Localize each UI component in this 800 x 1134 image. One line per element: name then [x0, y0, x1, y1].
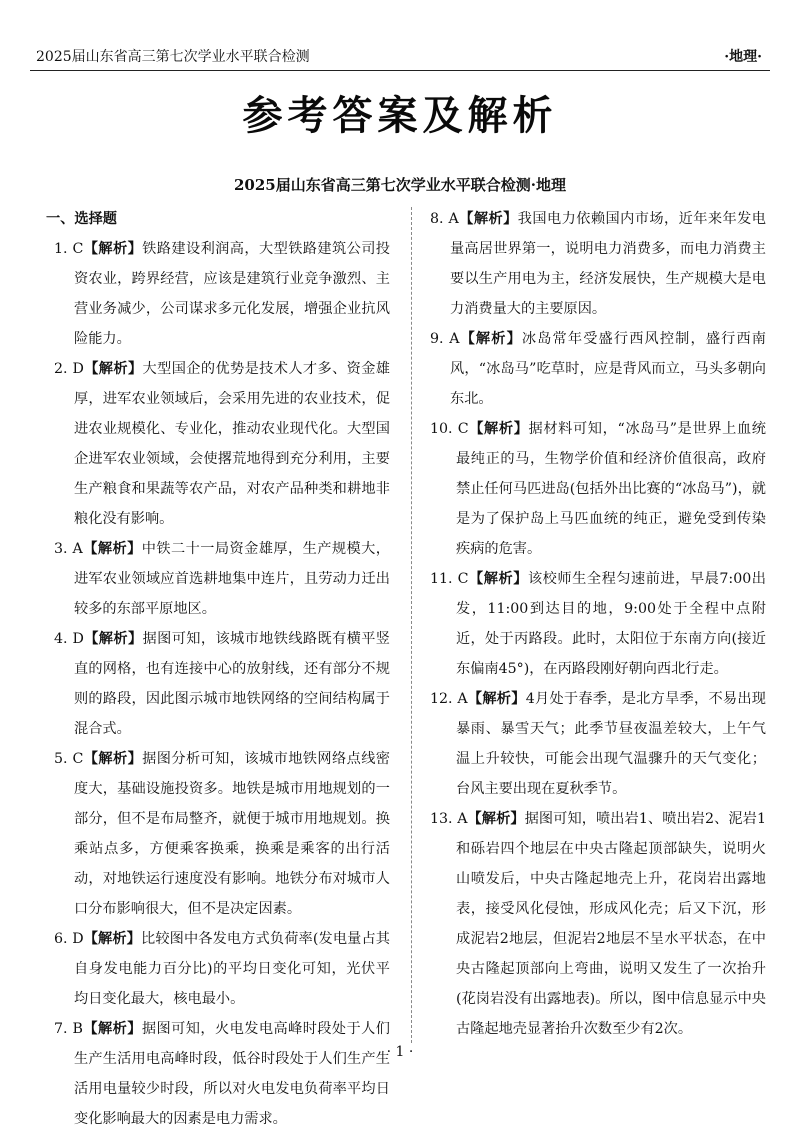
- question-4: [54, 624, 390, 744]
- analysis-text: 据材料可知，“冰岛马”是世界上血统最纯正的马，生物学价值和经济价值很高，政府禁止任何马匹进岛(包括外出比赛的“冰岛马”)，就是为了保护岛上马匹血统的纯正，避免受到传染疾病的危害。: [456, 421, 766, 557]
- analysis-tag: 【解析】: [459, 331, 522, 347]
- question-number: 12.: [430, 691, 453, 707]
- question-number: 6.: [54, 931, 68, 947]
- analysis-tag: 【解析】: [82, 541, 142, 557]
- answer-letter: C: [72, 241, 84, 257]
- analysis-text: 比较图中各发电方式负荷率(发电量占其自身发电能力百分比)的平均日变化可知，光伏平均日变化最大，核电最小。: [74, 931, 390, 1007]
- answer-letter: A: [449, 331, 460, 347]
- question-11: [430, 564, 766, 684]
- answer-letter: A: [72, 541, 83, 557]
- analysis-text: 据图分析可知，该城市地铁网络点线密度大，基础设施投资多。地铁是城市用地规划的一部分，但不是布局整齐，就便于城市用地规划。换乘站点多，方便乘客换乘，换乘是乘客的出行活动，对地铁运行速度没有影响。地铁分布对城市人口分布影响很大，但不是决定因素。: [74, 751, 390, 917]
- question-5: [54, 744, 390, 924]
- question-8: [430, 204, 766, 324]
- analysis-tag: 【解析】: [83, 631, 143, 647]
- analysis-text: 中铁二十一局资金雄厚，生产规模大，进军农业领域应首选耕地集中连片，且劳动力迁出较多的东部平原地区。: [74, 541, 390, 617]
- question-6: [54, 924, 390, 1014]
- answer-letter: C: [457, 571, 469, 587]
- page-subtitle: 2025届山东省高三第七次学业水平联合检测·地理: [234, 176, 566, 194]
- question-number: 8.: [430, 211, 444, 227]
- analysis-text: 据图可知，火电发电高峰时段处于人们生产生活用电高峰时段，低谷时段处于人们生产生活用电量较少时段，所以对火电发电负荷率平均日变化影响最大的因素是电力需求。: [74, 1021, 390, 1127]
- question-number: 7.: [54, 1021, 68, 1037]
- answer-letter: D: [72, 631, 84, 647]
- analysis-text: 铁路建设利润高，大型铁路建筑公司投资农业，跨界经营，应该是建筑行业竞争激烈、主营业务减少，公司谋求多元化发展，增强企业抗风险能力。: [74, 241, 390, 347]
- question-12: [430, 684, 766, 804]
- answer-letter: B: [72, 1021, 83, 1037]
- answer-letter: C: [457, 421, 469, 437]
- analysis-tag: 【解析】: [83, 361, 143, 377]
- question-3: [54, 534, 390, 624]
- analysis-text: 4月处于春季，是北方旱季，不易出现暴雨、暴雪天气；此季节昼夜温差较大，上午气温上升较快，可能会出现气温骤升的天气变化；台风主要出现在夏秋季节。: [456, 691, 766, 797]
- page-header: [30, 40, 770, 71]
- question-number: 4.: [54, 631, 68, 647]
- question-number: 10.: [430, 421, 453, 437]
- section-title: 一、选择题: [46, 211, 117, 227]
- analysis-tag: 【解析】: [458, 211, 518, 227]
- answer-letter: D: [72, 931, 84, 947]
- analysis-tag: 【解析】: [468, 421, 529, 437]
- question-7: [54, 1014, 390, 1134]
- analysis-text: 该校师生全程匀速前进，早晨7:00出发，11:00到达目的地，9:00处于全程中点附近，处于丙路段。此时，太阳位于东南方向(接近东偏南45°)，在丙路段刚好朝向西北行走。: [456, 571, 766, 677]
- question-number: 13.: [430, 811, 453, 827]
- answer-letter: A: [457, 811, 468, 827]
- analysis-text: 据图可知，喷出岩1、喷出岩2、泥岩1和砾岩四个地层在中央古隆起顶部缺失，说明火山喷发后，中央古隆起地壳上升，花岗岩出露地表，接受风化侵蚀，形成风化壳；后又下沉，形成泥岩2地层，但泥岩2地层不呈水平状态，在中央古隆起顶部向上弯曲，说明又发生了一次抬升(花岗岩没有出露地表)。所以，图中信息显示中央古隆起地壳显著抬升次数至少有2次。: [456, 811, 766, 1037]
- answer-letter: A: [448, 211, 459, 227]
- analysis-text: 大型国企的优势是技术人才多、资金雄厚，进军农业领域后，会采用先进的农业技术，促进农业规模化、专业化，推动农业现代化。大型国企进军农业领域，会使撂荒地得到充分利用，主要生产粮食和果蔬等农产品，对农产品种类和耕地非粮化没有影响。: [74, 361, 390, 527]
- page-number: · 1 ·: [386, 1044, 414, 1060]
- question-10: [430, 414, 766, 564]
- question-13: [430, 804, 766, 1044]
- question-number: 3.: [54, 541, 68, 557]
- column-divider: [411, 207, 412, 1043]
- answer-letter: D: [72, 361, 84, 377]
- analysis-tag: 【解析】: [467, 811, 525, 827]
- analysis-tag: 【解析】: [468, 571, 528, 587]
- answer-letter: C: [72, 751, 84, 767]
- analysis-tag: 【解析】: [83, 931, 141, 947]
- subject-label: ·地理·: [724, 49, 762, 65]
- analysis-tag: 【解析】: [83, 751, 143, 767]
- analysis-tag: 【解析】: [83, 241, 143, 257]
- analysis-text: 我国电力依赖国内市场，近年来年发电量高居世界第一，说明电力消费多，而电力消费主要以生产用电为主，经济发展快，生产规模大是电力消费量大的主要原因。: [450, 211, 766, 317]
- analysis-tag: 【解析】: [467, 691, 526, 707]
- analysis-text: 冰岛常年受盛行西风控制，盛行西南风，“冰岛马”吃草时，应是背风而立，马头多朝向东北。: [450, 331, 766, 407]
- question-2: [54, 354, 390, 534]
- question-number: 2.: [54, 361, 68, 377]
- question-number: 9.: [430, 331, 444, 347]
- left-column: [46, 204, 390, 1134]
- analysis-text: 据图可知，该城市地铁线路既有横平竖直的网格，也有连接中心的放射线，还有部分不规则的路段，因此图示城市地铁网络的空间结构属于混合式。: [74, 631, 390, 737]
- question-number: 1.: [54, 241, 68, 257]
- page-title: 参考答案及解析: [242, 93, 558, 139]
- question-9: [430, 324, 766, 414]
- question-number: 11.: [430, 571, 453, 587]
- exam-name: 2025届山东省高三第七次学业水平联合检测: [36, 49, 310, 65]
- question-1: [54, 234, 390, 354]
- answer-letter: A: [457, 691, 468, 707]
- analysis-tag: 【解析】: [82, 1021, 142, 1037]
- right-column: [430, 204, 766, 1044]
- question-number: 5.: [54, 751, 68, 767]
